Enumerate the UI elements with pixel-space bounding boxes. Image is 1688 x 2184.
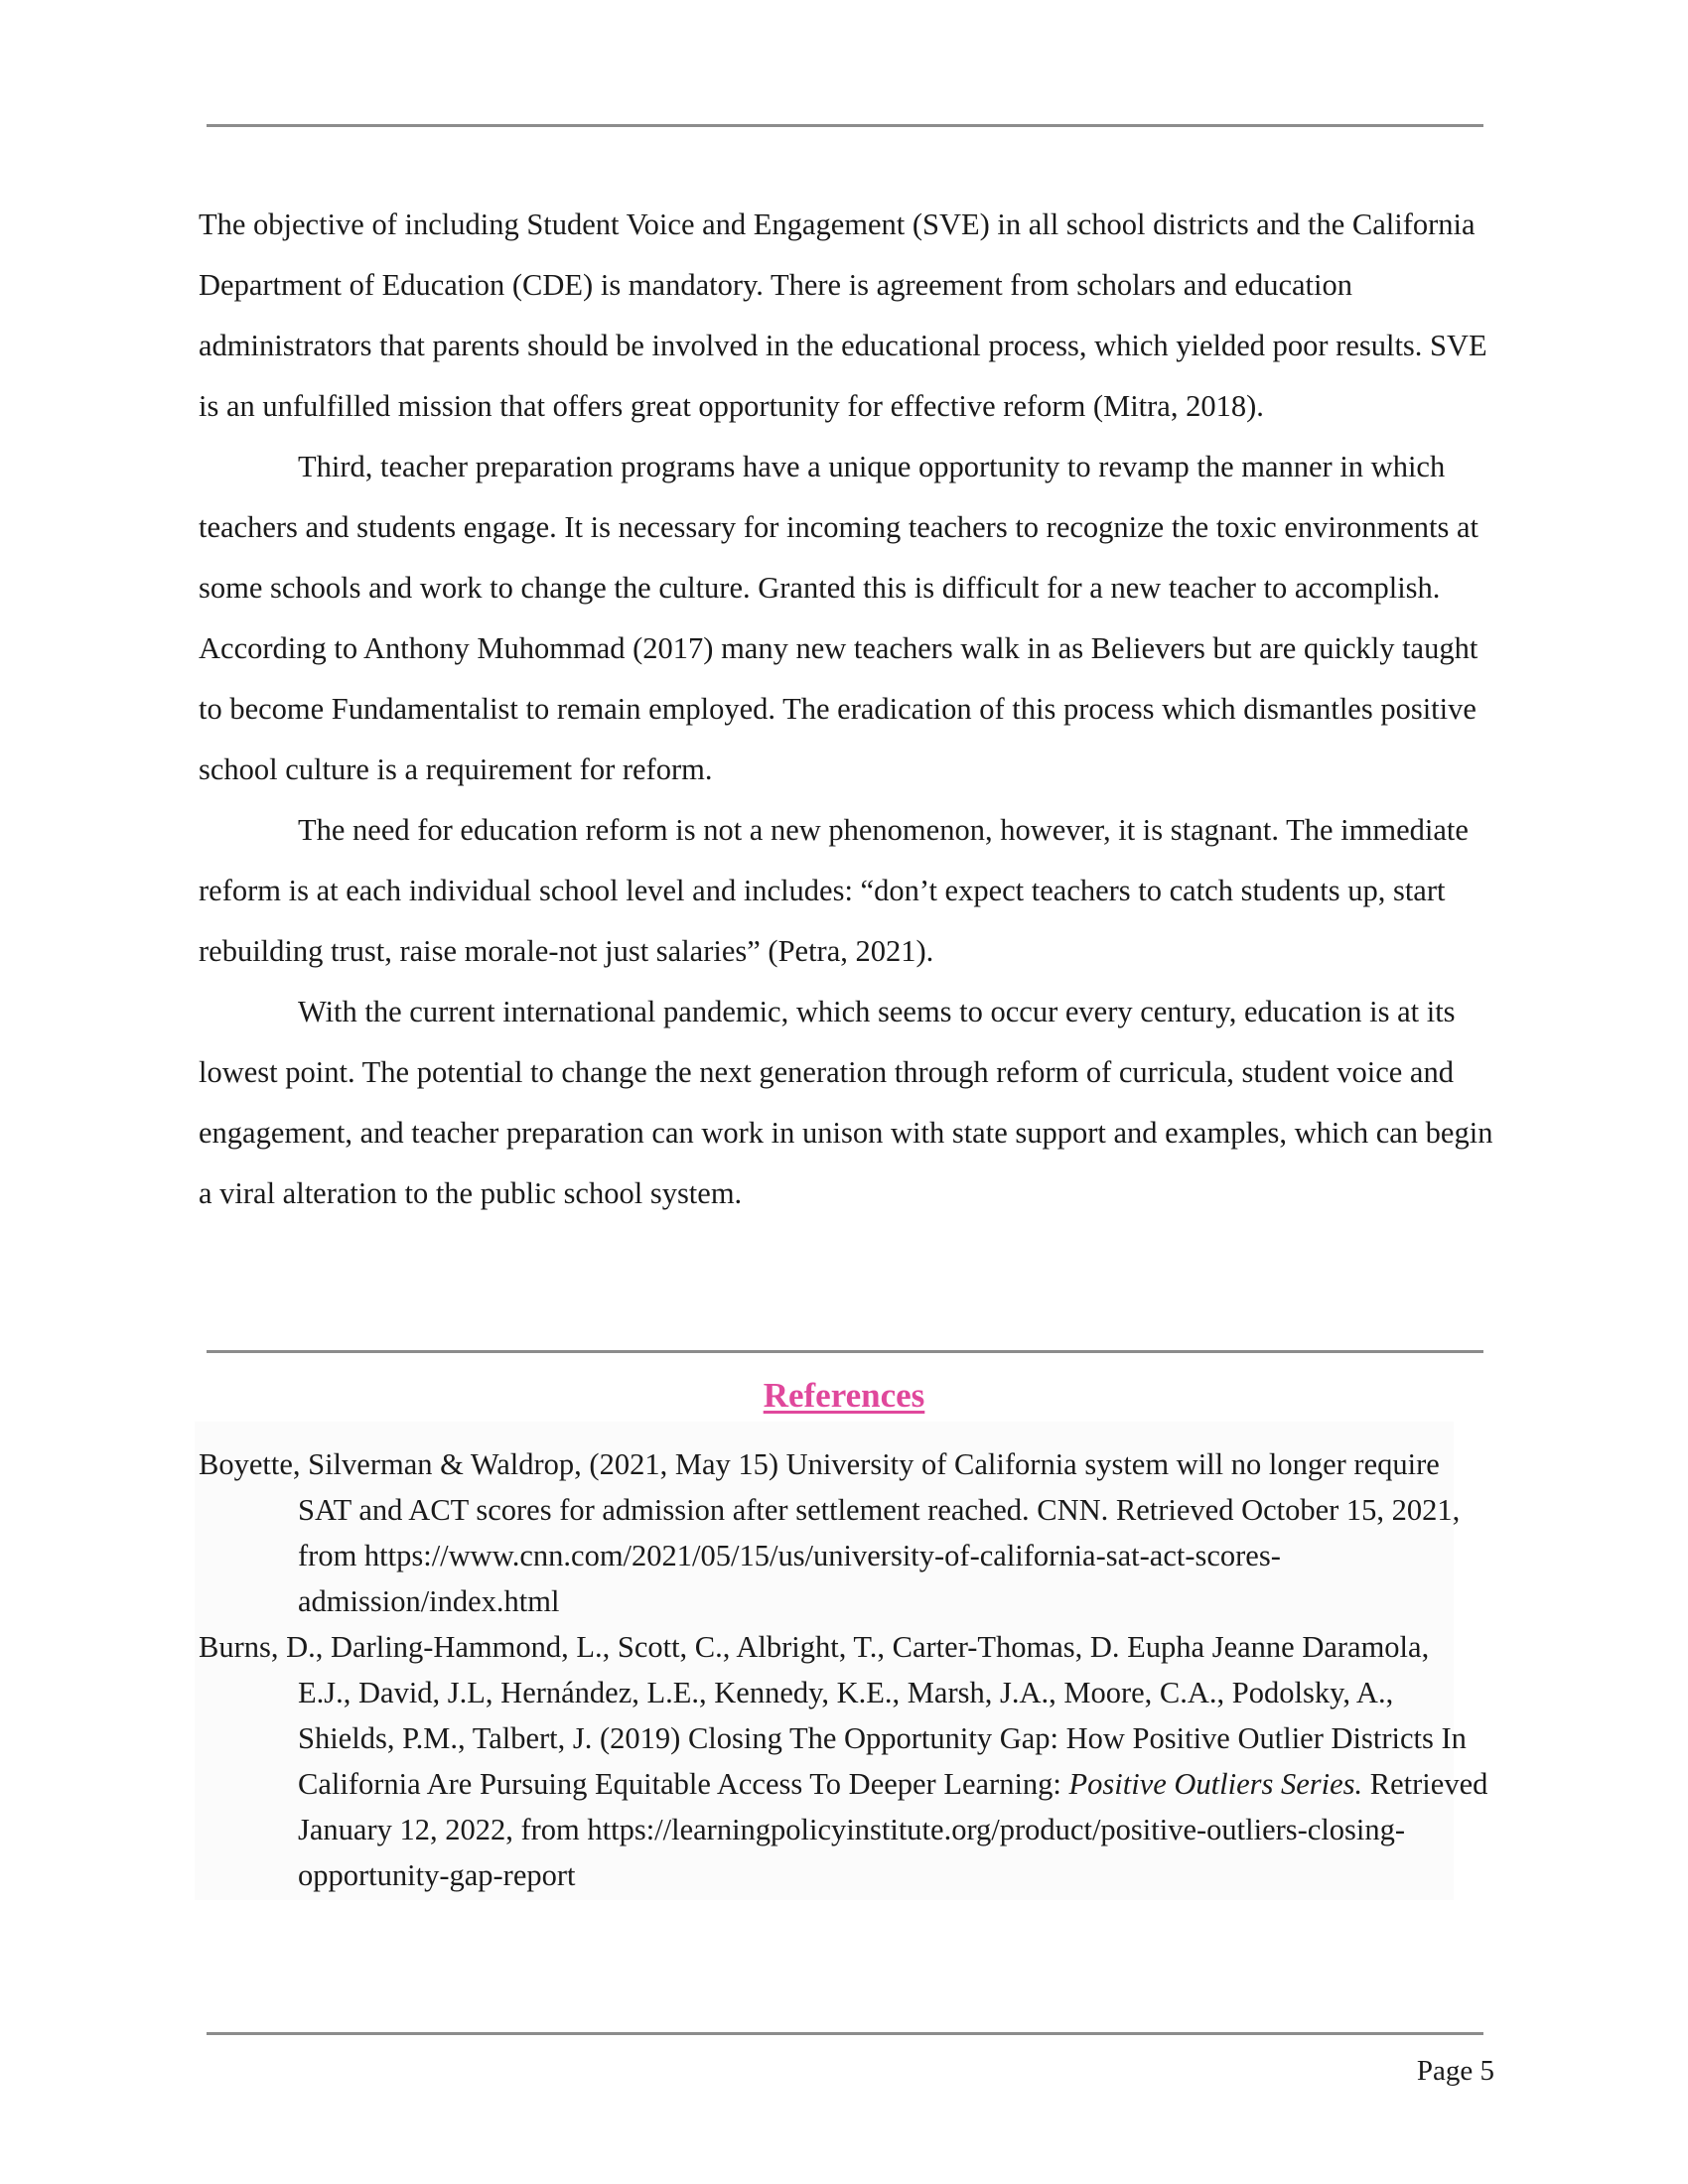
reference-entry <box>199 1624 1489 1898</box>
reference-entry: Boyette, Silverman & Waldrop, (2021, May 15) University of California system will no longer require SAT and ACT scores for admission after settlement reached. CNN. Retrieved October 15, 2021, from https://www.cnn.com/2021/05/15/us/university-of-california-sat-act-scores-admission/index.html <box>199 1447 1461 1618</box>
paragraph: Third, teacher preparation programs have a unique opportunity to revamp the manner in which teachers and students engage. It is necessary for incoming teachers to recognize the toxic environments at some schools and work to change the culture. Granted this is difficult for a new teacher to accomplish. According to Anthony Muhommad (2017) many new teachers walk in as Believers but are quickly taught to become Fundamentalist to remain employed. The eradication of this process which dismantles positive school culture is a requirement for reform. <box>199 450 1478 786</box>
body-text <box>199 195 1499 1224</box>
references-heading: References <box>763 1376 925 1415</box>
paragraph: The objective of including Student Voice and Engagement (SVE) in all school districts and the California Department of Education (CDE) is mandatory. There is agreement from scholars and education administrators that parents should be involved in the educational process, which yielded poor results. SVE is an unfulfilled mission that offers great opportunity for effective reform (Mitra, 2018). <box>199 207 1487 423</box>
reference-text: Retrieved January 12, 2022, from https://learningpolicyinstitute.org/product/positive-outliers-closing-opportunity-gap-report <box>298 1767 1488 1892</box>
reference-text: Burns, D., Darling-Hammond, L., Scott, C., Albright, T., Carter-Thomas, D. Eupha Jeanne Daramola, E.J., David, J.L, Hernández, L.E., Kennedy, K.E., Marsh, J.A., Moore, C.A., Podolsky, A., Shields, P.M., Talbert, J. (2019) Closing The Opportunity Gap: How Positive Outlier Districts In California Are Pursuing Equitable Access To Deeper Learning: <box>199 1630 1467 1801</box>
reference-series-title: Positive Outliers Series. <box>1068 1767 1363 1801</box>
references-list <box>199 1441 1489 1898</box>
paragraph: The need for education reform is not a new phenomenon, however, it is stagnant. The immediate reform is at each individual school level and includes: “don’t expect teachers to catch students up, start rebuilding trust, raise morale-not just salaries” (Petra, 2021). <box>199 813 1469 968</box>
footer-rule <box>207 2032 1483 2035</box>
section-rule <box>207 1350 1483 1353</box>
header-rule <box>207 124 1483 127</box>
paragraph: With the current international pandemic, which seems to occur every century, education is at its lowest point. The potential to change the next generation through reform of curricula, student voice and engagement, and teacher preparation can work in unison with state support and examples, which can begin a viral alteration to the public school system. <box>199 995 1493 1210</box>
page-number: Page 5 <box>1416 2055 1494 2087</box>
